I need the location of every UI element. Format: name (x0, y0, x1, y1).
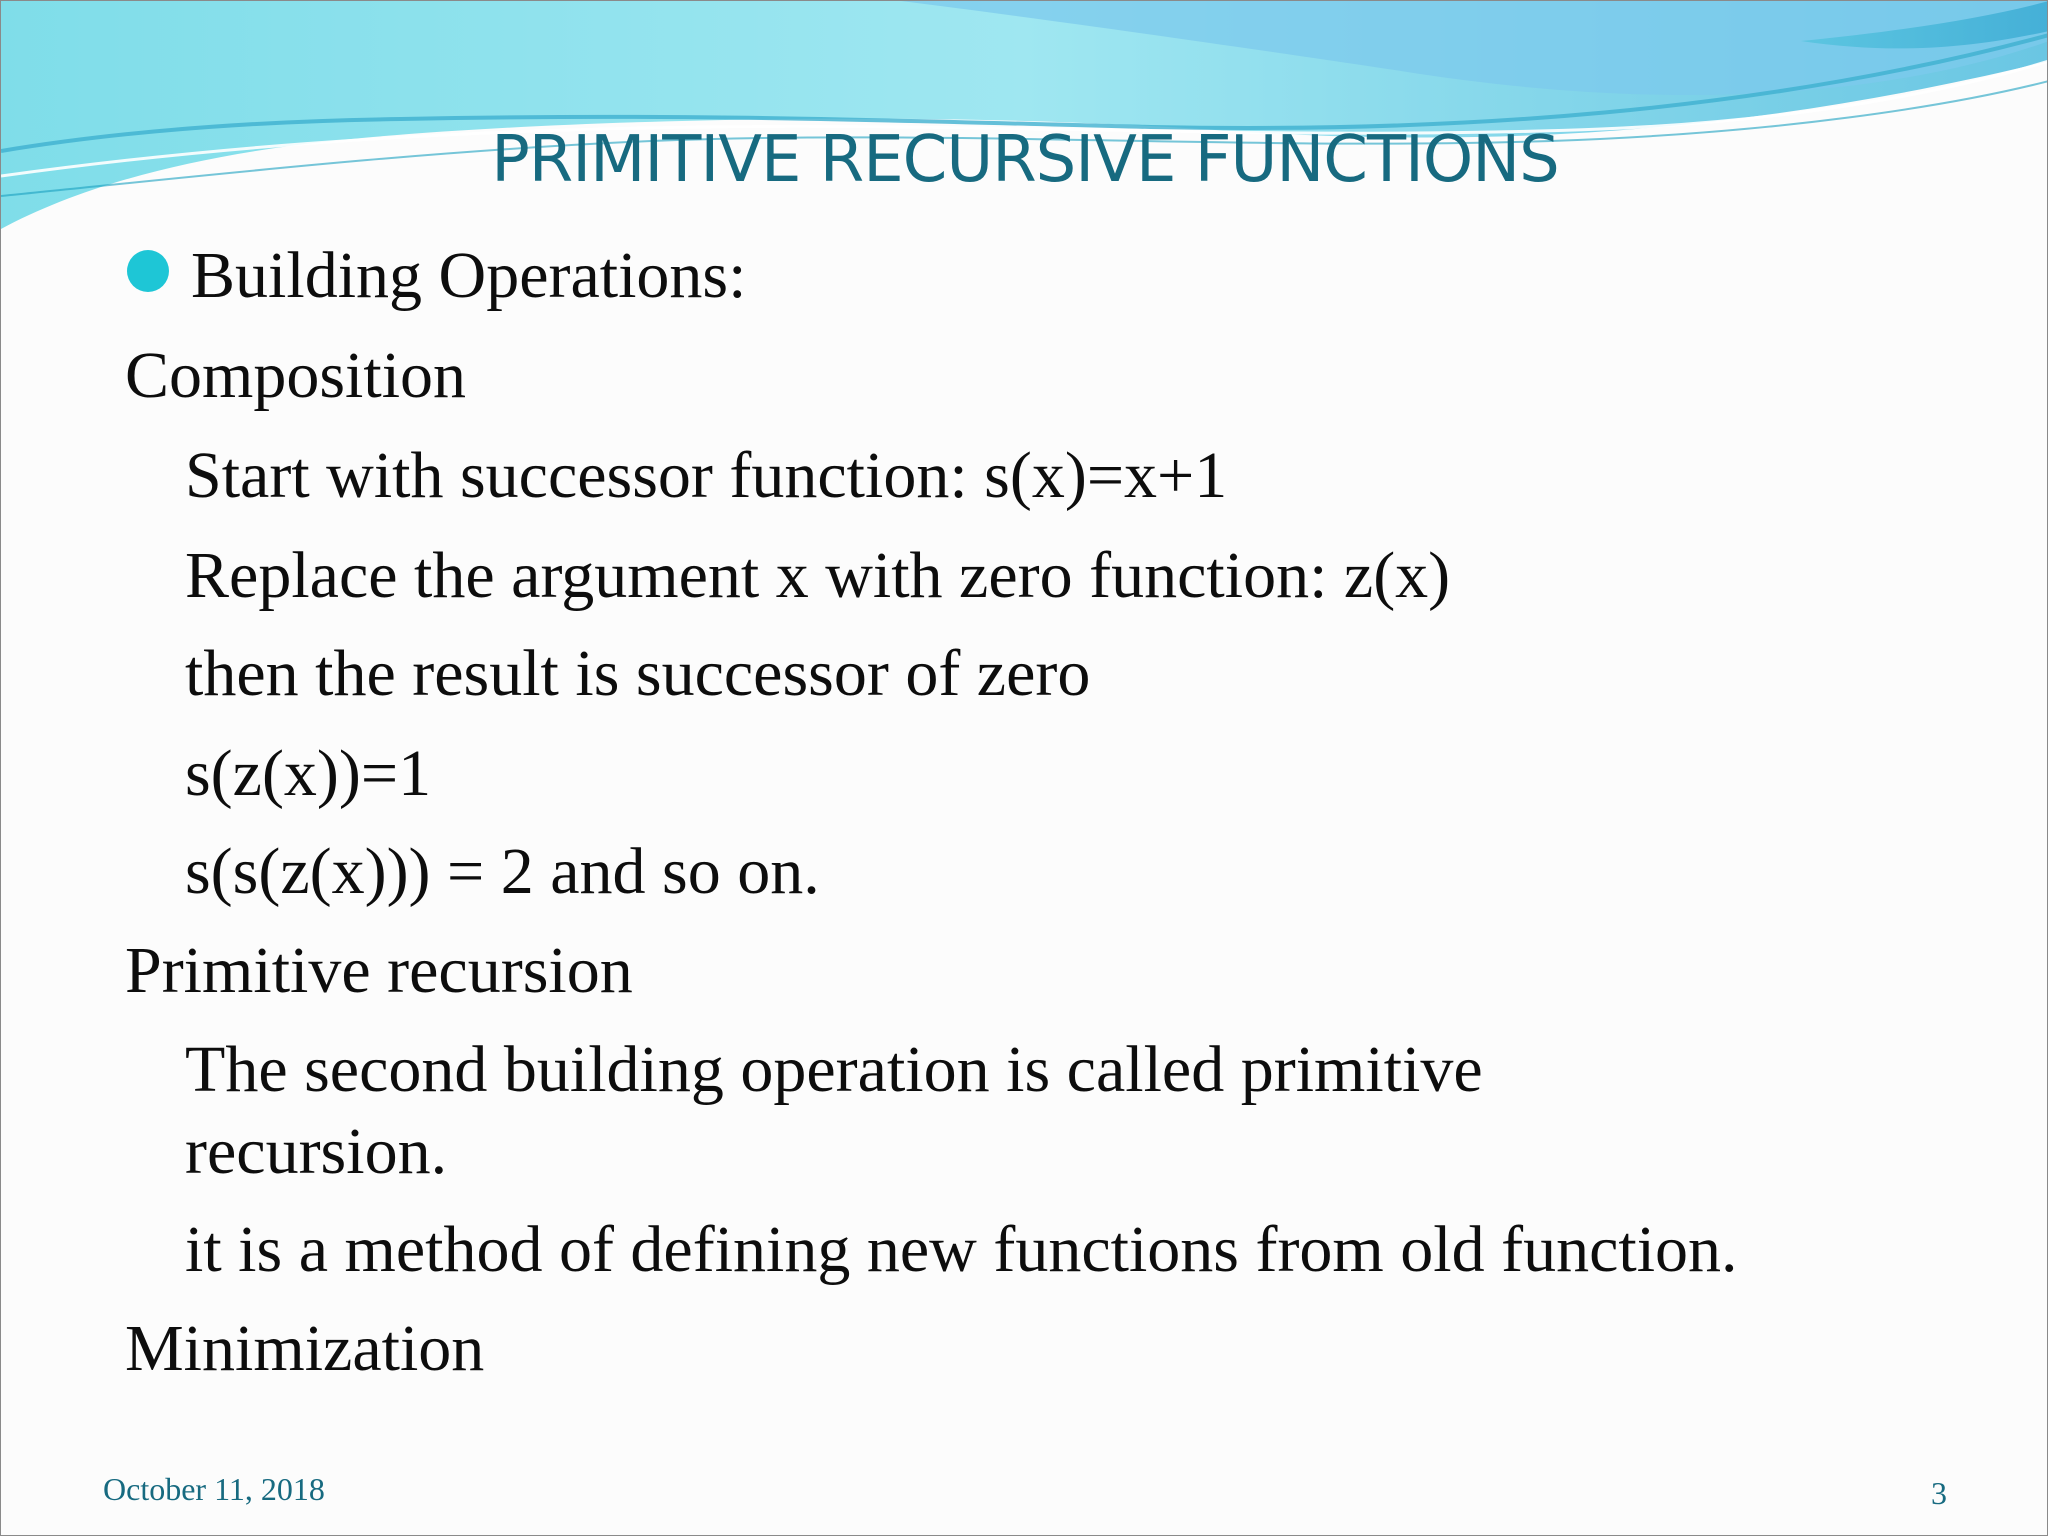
list-item-composition: Composition (125, 339, 467, 412)
list-item: s(s(z(x))) = 2 and so on. (185, 835, 820, 908)
page-number: 3 (1931, 1475, 1947, 1511)
list-item: Replace the argument x with zero function: z(x) (185, 539, 1451, 612)
list-item: The second building operation is called primitive (185, 1033, 1483, 1106)
list-item: recursion. (185, 1115, 448, 1188)
list-item: Start with successor function: s(x)=x+1 (185, 439, 1228, 512)
footer-date: October 11, 2018 (103, 1471, 325, 1507)
list-item-primitive-recursion: Primitive recursion (125, 934, 633, 1007)
list-item: it is a method of defining new functions from old function. (185, 1213, 1738, 1286)
list-item: s(z(x))=1 (185, 737, 432, 810)
slide-content (1, 1, 2048, 1536)
list-item: then the result is successor of zero (185, 637, 1091, 710)
bullet-icon (127, 250, 169, 292)
list-item-minimization: Minimization (125, 1312, 485, 1385)
slide-title: PRIMITIVE RECURSIVE FUNCTIONS (491, 123, 1559, 197)
bullet-heading: Building Operations: (191, 239, 747, 312)
